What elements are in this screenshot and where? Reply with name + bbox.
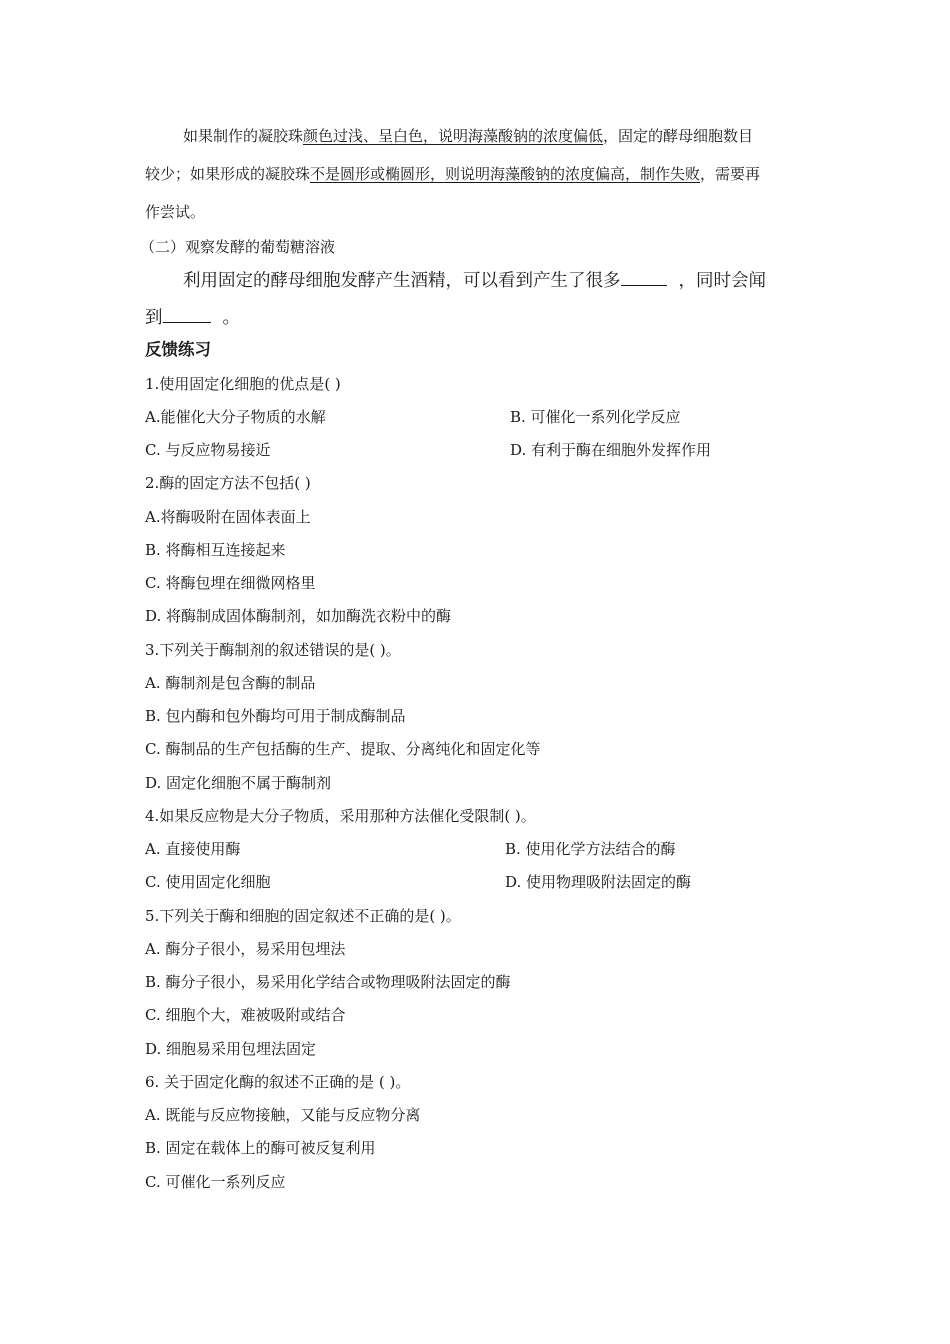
answer-blank xyxy=(621,267,667,286)
question-4-option-a: A. 直接使用酶 xyxy=(145,840,241,858)
question-3-option-d: D. 固定化细胞不属于酶制剂 xyxy=(145,774,332,792)
question-1-stem: 1.使用固定化细胞的优点是( ) xyxy=(145,375,341,393)
intro-text: ，需要再 xyxy=(700,165,761,183)
question-3-option-c: C. 酶制品的生产包括酶的生产、提取、分离纯化和固定化等 xyxy=(145,740,541,758)
question-4-option-d: D. 使用物理吸附法固定的酶 xyxy=(505,873,692,891)
fill-in-text: 利用固定的酵母细胞发酵产生酒精，可以看到产生了很多 xyxy=(183,271,621,291)
question-2-option-d: D. 将酶制成固体酶制剂，如加酶洗衣粉中的酶 xyxy=(145,607,452,625)
answer-blank xyxy=(163,304,211,323)
question-6-stem: 6. 关于固定化酶的叙述不正确的是 ( )。 xyxy=(145,1073,411,1091)
question-2-option-c: C. 将酶包埋在细微网格里 xyxy=(145,574,316,592)
intro-text: ，固定的酵母细胞数目 xyxy=(603,127,754,145)
section-title: （二）观察发酵的葡萄糖溶液 xyxy=(140,238,336,256)
intro-line-2 xyxy=(145,164,760,184)
question-4-stem: 4.如果反应物是大分子物质，采用那种方法催化受限制( )。 xyxy=(145,807,536,825)
question-3-stem: 3.下列关于酶制剂的叙述错误的是( )。 xyxy=(145,641,401,659)
fill-in-line-1 xyxy=(183,267,766,291)
question-4-option-c: C. 使用固定化细胞 xyxy=(145,873,271,891)
question-5-option-c: C. 细胞个大，难被吸附或结合 xyxy=(145,1006,346,1024)
question-5-stem: 5.下列关于酶和细胞的固定叙述不正确的是( )。 xyxy=(145,907,461,925)
feedback-heading: 反馈练习 xyxy=(145,340,211,359)
underlined-text: 不是圆形或椭圆形，则说明海藻酸钠的浓度偏高，制作失败 xyxy=(310,165,701,183)
underlined-text: 颜色过浅、呈白色，说明海藻酸钠的浓度偏低 xyxy=(303,127,604,145)
intro-line-3: 作尝试。 xyxy=(145,203,206,221)
question-2-stem: 2.酶的固定方法不包括( ) xyxy=(145,474,311,492)
question-1-option-d: D. 有利于酶在细胞外发挥作用 xyxy=(510,441,712,459)
question-3-option-a: A. 酶制剂是包含酶的制品 xyxy=(145,674,316,692)
question-2-option-b: B. 将酶相互连接起来 xyxy=(145,541,286,559)
question-2-option-a: A.将酶吸附在固体表面上 xyxy=(145,508,311,526)
question-6-option-b: B. 固定在载体上的酶可被反复利用 xyxy=(145,1139,376,1157)
fill-in-text: ，同时会闻 xyxy=(678,271,766,291)
fill-in-line-2 xyxy=(145,304,240,328)
question-3-option-b: B. 包内酶和包外酶均可用于制成酶制品 xyxy=(145,707,406,725)
intro-text: 较少；如果形成的凝胶珠 xyxy=(145,165,311,183)
fill-in-text: 到 xyxy=(145,308,163,328)
question-6-option-c: C. 可催化一系列反应 xyxy=(145,1173,286,1191)
fill-in-text: 。 xyxy=(222,308,240,328)
question-1-option-c: C. 与反应物易接近 xyxy=(145,441,271,459)
question-1-option-a: A.能催化大分子物质的水解 xyxy=(145,408,326,426)
intro-line-1 xyxy=(183,126,753,146)
question-5-option-d: D. 细胞易采用包埋法固定 xyxy=(145,1040,317,1058)
intro-text: 如果制作的凝胶珠 xyxy=(183,127,304,145)
question-5-option-b: B. 酶分子很小，易采用化学结合或物理吸附法固定的酶 xyxy=(145,973,511,991)
question-4-option-b: B. 使用化学方法结合的酶 xyxy=(505,840,676,858)
question-5-option-a: A. 酶分子很小，易采用包埋法 xyxy=(145,940,346,958)
question-1-option-b: B. 可催化一系列化学反应 xyxy=(510,408,681,426)
question-6-option-a: A. 既能与反应物接触，又能与反应物分离 xyxy=(145,1106,421,1124)
